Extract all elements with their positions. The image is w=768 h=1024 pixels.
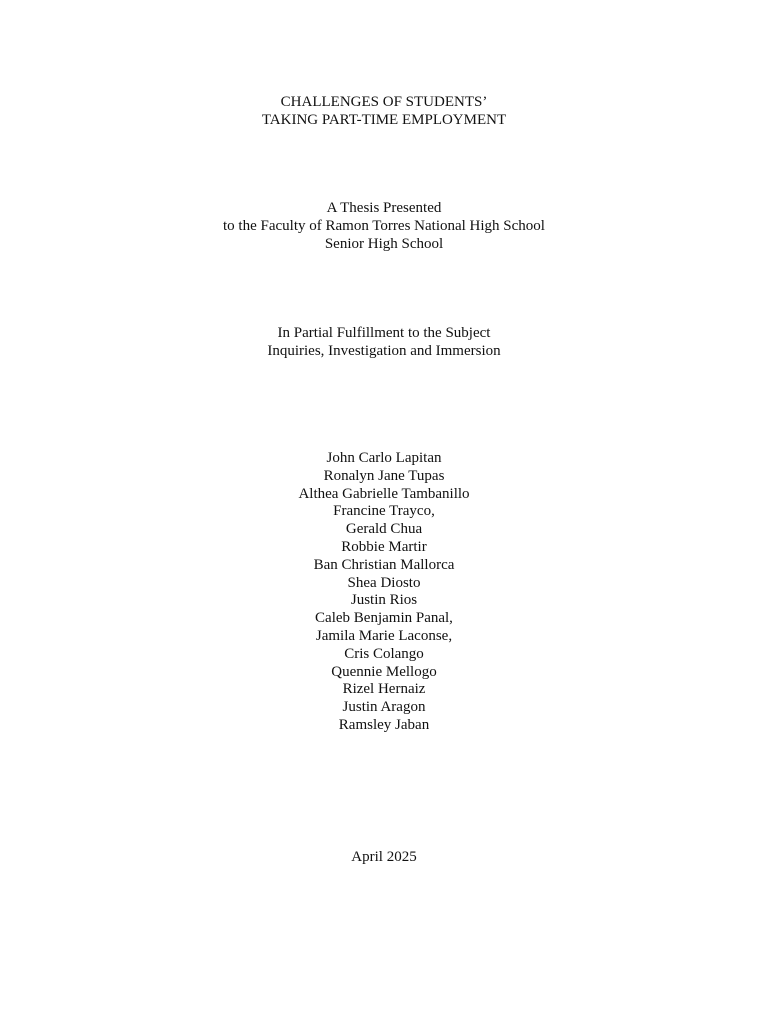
author-name: Ramsley Jaban xyxy=(338,716,430,733)
author-name: Robbie Martir xyxy=(341,538,427,555)
author-name: Cris Colango xyxy=(344,645,424,662)
author-name: Rizel Hernaiz xyxy=(342,681,426,698)
title-line-2: TAKING PART-TIME EMPLOYMENT xyxy=(261,111,507,128)
fulfillment-line-1: In Partial Fulfillment to the Subject xyxy=(277,325,491,341)
thesis-title xyxy=(0,94,768,130)
author-name: Justin Aragon xyxy=(342,699,426,716)
author-name: John Carlo Lapitan xyxy=(326,450,442,466)
author-name: Caleb Benjamin Panal, xyxy=(315,610,453,627)
presented-line-2: to the Faculty of Ramon Torres National High School xyxy=(223,217,545,234)
submission-date xyxy=(0,849,768,867)
author-name: Shea Diosto xyxy=(347,574,421,591)
author-name: Ban Christian Mallorca xyxy=(313,556,455,573)
author-name: Quennie Mellogo xyxy=(331,663,437,680)
author-name: Ronalyn Jane Tupas xyxy=(323,467,445,484)
fulfillment-line-2: Inquiries, Investigation and Immersion xyxy=(267,342,501,359)
fulfillment-statement xyxy=(0,325,768,361)
author-name: Francine Trayco, xyxy=(333,503,435,520)
author-name: Justin Rios xyxy=(350,592,418,609)
author-name: Gerald Chua xyxy=(345,521,423,538)
author-name: Jamila Marie Laconse, xyxy=(315,627,453,644)
author-name: Althea Gabrielle Tambanillo xyxy=(298,485,470,502)
presented-line-1: A Thesis Presented xyxy=(326,200,442,216)
author-list xyxy=(0,450,768,735)
title-line-1: CHALLENGES OF STUDENTS’ xyxy=(280,94,488,110)
presentation-statement xyxy=(0,200,768,253)
presented-line-3: Senior High School xyxy=(324,235,444,252)
date-text: April 2025 xyxy=(351,849,417,865)
